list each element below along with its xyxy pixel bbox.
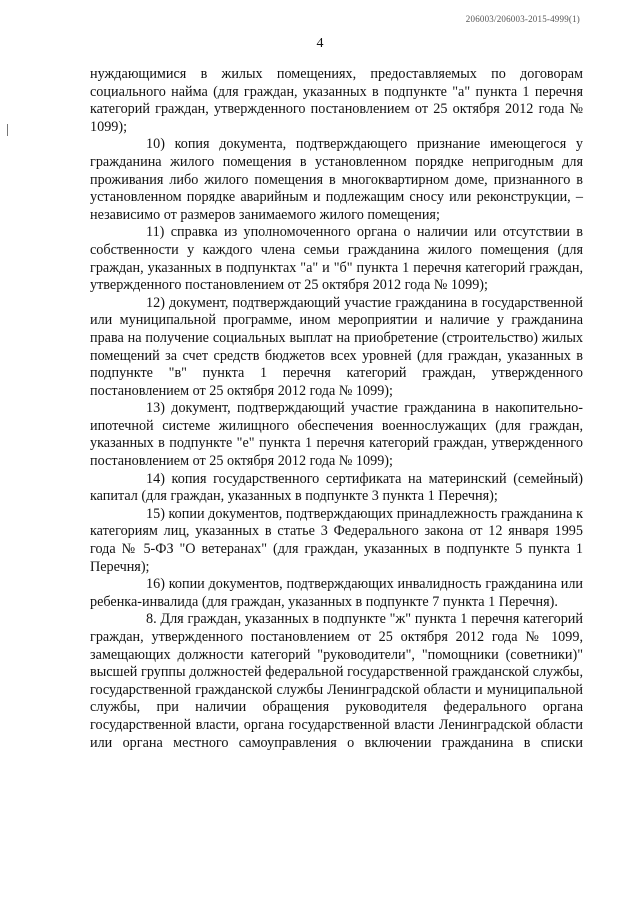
paragraph-item-14: 14) копия государственного сертификата на материнский (семейный) капитал (для граждан, указанных в подпункте 3 пункта 1 Перечня); xyxy=(90,470,583,505)
document-registration-code: 206003/206003-2015-4999(1) xyxy=(465,14,580,24)
paragraph-item-13: 13) документ, подтверждающий участие гражданина в накопительно-ипотечной системе жилищного обеспечения военнослужащих (для граждан, указанных в подпункте "е" пункта 1 перечня категорий граждан, утвержденного постановлением от 25 октября 2012 года № 1099); xyxy=(90,400,583,470)
paragraph-item-12: 12) документ, подтверждающий участие гражданина в государственной или муниципальной программе, ином мероприятии и наличие у гражданина права на получение социальных выплат на приобретение (строительство) жилых помещений за счет средств бюджетов всех уровней (для граждан, указанных в подпункте "в" пункта 1 перечня категорий граждан, утвержденного постановлением от 25 октября 2012 года № 1099); xyxy=(90,294,583,399)
paragraph-item-11: 11) справка из уполномоченного органа о наличии или отсутствии в собственности у каждого члена семьи гражданина жилого помещения (для граждан, указанных в подпунктах "а" и "б" пункта 1 перечня категорий граждан, утвержденного постановлением от 25 октября 2012 года № 1099); xyxy=(90,224,583,294)
document-body xyxy=(90,66,583,752)
paragraph-continuation: нуждающимися в жилых помещениях, предоставляемых по договорам социального найма (для граждан, указанных в подпункте "а" пункта 1 перечня категорий граждан, утвержденного постановлением от 25 октября 2012 года № 1099); xyxy=(90,66,583,135)
paragraph-item-10: 10) копия документа, подтверждающего признание имеющегося у гражданина жилого помещения в установленном порядке непригодным для проживания либо жилого помещения в многоквартирном доме, признанного в установленном порядке аварийным и подлежащим сносу или реконструкции, – независимо от размеров занимаемого жилого помещения; xyxy=(90,136,583,223)
page-number: 4 xyxy=(316,36,324,51)
margin-mark xyxy=(7,124,8,136)
paragraph-item-16: 16) копии документов, подтверждающих инвалидность гражданина или ребенка-инвалида (для граждан, указанных в подпункте 7 пункта 1 Перечня). xyxy=(90,576,583,610)
paragraph-section-8: 8. Для граждан, указанных в подпункте "ж" пункта 1 перечня категорий граждан, утвержденного постановлением от 25 октября 2012 года № 1099, замещающих должности категорий "руководители", "помощники (советники)" высшей группы должностей федеральной государственной гражданской службы, государственной гражданской службы Ленинградской области и муниципальной службы, при наличии обращения руководителя федерального органа государственной власти, органа государственной власти Ленинградской области или органа местного самоуправления о включении гражданина в списки xyxy=(90,611,583,751)
paragraph-item-15: 15) копии документов, подтверждающих принадлежность гражданина к категориям лиц, указанных в статье 3 Федерального закона от 12 января 1995 года № 5-ФЗ "О ветеранах" (для граждан, указанных в подпункте 5 пункта 1 Перечня); xyxy=(90,505,583,575)
